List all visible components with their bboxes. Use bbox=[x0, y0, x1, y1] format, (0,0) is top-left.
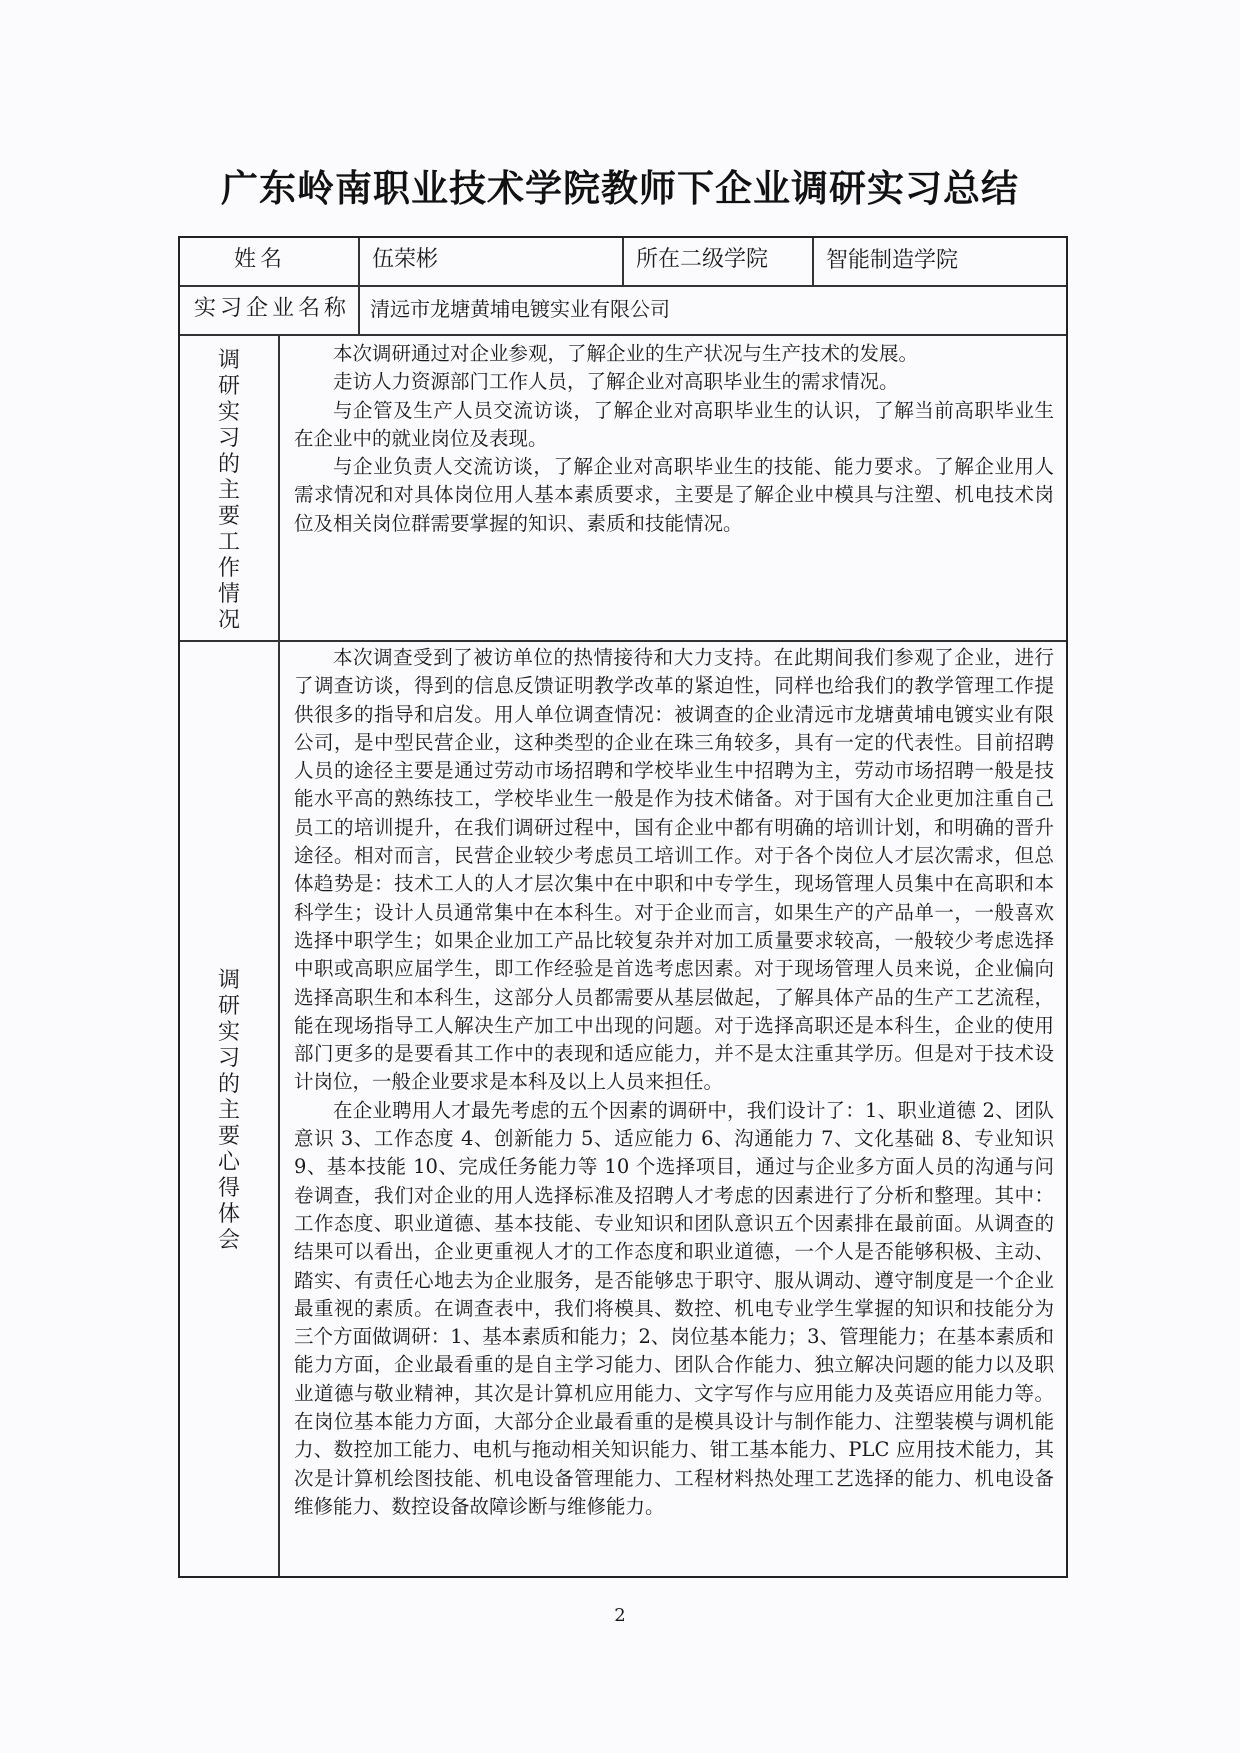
work-section-content bbox=[294, 340, 1054, 538]
document-title: 广东岭南职业技术学院教师下企业调研实习总结 bbox=[221, 167, 1019, 210]
work-paragraph: 与企管及生产人员交流访谈，了解企业对高职毕业生的认识，了解当前高职毕业生在企业中的就业岗位及表现。 bbox=[294, 398, 1054, 450]
page-number: 2 bbox=[614, 1605, 626, 1626]
college-label: 所在二级学院 bbox=[636, 247, 769, 272]
row-divider bbox=[180, 334, 1066, 336]
work-paragraph: 本次调研通过对企业参观，了解企业的生产状况与生产技术的发展。 bbox=[333, 342, 919, 365]
summary-form-table bbox=[178, 236, 1068, 1578]
experience-paragraph: 在企业聘用人才最先考虑的五个因素的调研中，我们设计了：1、职业道德 2、团队意识 3、工作态度 4、创新能力 5、适应能力 6、沟通能力 7、文化基础 8、专业知识 9、基本技能 10、完成任务能力等 10 个选择项目，通过与企业多方面人员的沟通与问卷调查，我们对企业的用人选择标准及招聘人才考虑的因素进行了分析和整理。其中：工作态度、职业道德、基本技能、专业知识和团队意识五个因素排在最前面。从调查的结果可以看出，企业更重视人才的工作态度和职业道德，一个人是否能够积极、主动、踏实、有责任心地去为企业服务，是否能够忠于职守、服从调动、遵守制度是一个企业最重视的素质。在调查表中，我们将模具、数控、机电专业学生掌握的知识和技能分为三个方面做调研：1、基本素质和能力；2、岗位基本能力；3、管理能力；在基本素质和能力方面，企业最看重的是自主学习能力、团队合作能力、独立解决问题的能力以及职业道德与敬业精神，其次是计算机应用能力、文字写作与应用能力及英语应用能力等。在岗位基本能力方面，大部分企业最看重的是模具设计与制作能力、注塑装模与调机能力、数控加工能力、电机与拖动相关知识能力、钳工基本能力、PLC 应用技术能力，其次是计算机绘图技能、机电设备管理能力、工程材料热处理工艺选择的能力、机电设备维修能力、数控设备故障诊断与维修能力。 bbox=[294, 1098, 1054, 1518]
column-divider bbox=[622, 238, 624, 285]
column-divider bbox=[812, 238, 814, 285]
company-label: 实习企业名称 bbox=[194, 296, 351, 321]
work-paragraph: 走访人力资源部门工作人员，了解企业对高职毕业生的需求情况。 bbox=[333, 370, 899, 394]
row-divider bbox=[180, 640, 1066, 642]
name-label: 姓名 bbox=[234, 247, 287, 272]
work-paragraph: 与企业负责人交流访谈，了解企业对高职毕业生的技能、能力要求。了解企业用人需求情况和对具体岗位用人基本素质要求，主要是了解企业中模具与注塑、机电技术岗位及相关岗位群需要掌握的知识、素质和技能情况。 bbox=[294, 455, 1054, 535]
company-value: 清远市龙塘黄埔电镀实业有限公司 bbox=[370, 297, 670, 321]
experience-section-label: 调研实习的主要心得体会 bbox=[217, 968, 240, 1253]
work-section-label: 调研实习的主要工作情况 bbox=[217, 348, 240, 633]
column-divider bbox=[358, 238, 360, 285]
name-value: 伍荣彬 bbox=[372, 247, 439, 272]
column-divider bbox=[358, 285, 360, 334]
column-divider bbox=[278, 334, 280, 1576]
experience-section-content bbox=[294, 644, 1054, 1521]
row-divider bbox=[180, 285, 1066, 287]
college-value: 智能制造学院 bbox=[826, 248, 959, 273]
experience-paragraph: 本次调查受到了被访单位的热情接待和大力支持。在此期间我们参观了企业，进行了调查访谈，得到的信息反馈证明教学改革的紧迫性，同样也给我们的教学管理工作提供很多的指导和启发。用人单位调查情况：被调查的企业清远市龙塘黄埔电镀实业有限公司，是中型民营企业，这种类型的企业在珠三角较多，具有一定的代表性。目前招聘人员的途径主要是通过劳动市场招聘和学校毕业生中招聘为主，劳动市场招聘一般是技能水平高的熟练技工，学校毕业生一般是作为技术储备。对于国有大企业更加注重自己员工的培训提升，在我们调研过程中，国有企业中都有明确的培训计划，和明确的晋升途径。相对而言，民营企业较少考虑员工培训工作。对于各个岗位人才层次需求，但总体趋势是：技术工人的人才层次集中在中职和中专学生，现场管理人员集中在高职和本科学生；设计人员通常集中在本科生。对于企业而言，如果生产的产品单一，一般喜欢选择中职学生；如果企业加工产品比较复杂并对加工质量要求较高，一般较少考虑选择中职或高职应届学生，即工作经验是首选考虑因素。对于现场管理人员来说，企业偏向选择高职生和本科生，这部分人员都需要从基层做起，了解具体产品的生产工艺流程，能在现场指导工人解决生产加工中出现的问题。对于选择高职还是本科生，企业的使用部门更多的是要看其工作中的表现和适应能力，并不是太注重其学历。但是对于技术设计岗位，一般企业要求是本科及以上人员来担任。 bbox=[294, 646, 1054, 1094]
